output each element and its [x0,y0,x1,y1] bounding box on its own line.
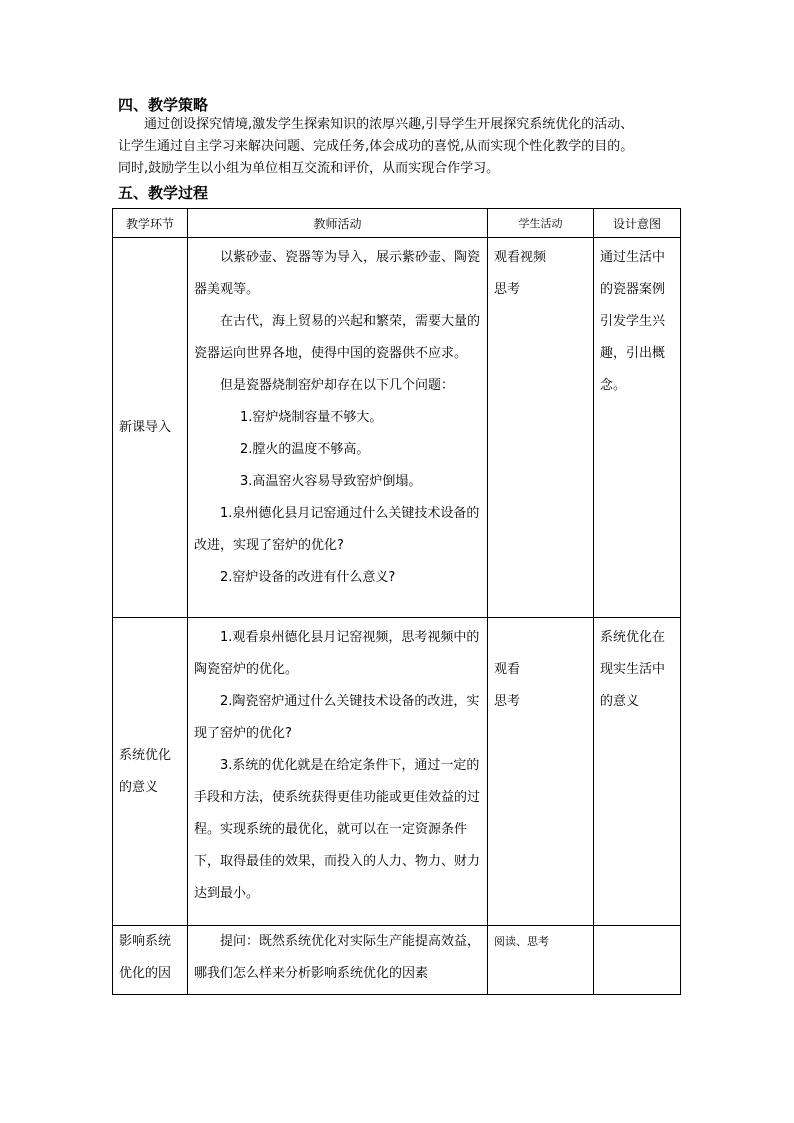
section-4-heading: 四、教学策略 [118,96,209,114]
teacher-list-item: 1.窑炉烧制容量不够大。 [240,410,383,425]
student-line: 思考 [494,282,521,297]
student-activity-cell [488,926,594,995]
header-student: 学生活动 [488,209,594,238]
design-intent-cell [594,618,681,926]
teacher-paragraph: 以紫砂壶、瓷器等为导入，展示紫砂壶、陶瓷器美观等。 [194,250,481,297]
section-4-line: 通过创设探究情境,激发学生探索知识的浓厚兴趣,引导学生开展探究系统优化的活动、 [118,117,634,132]
section-4-line: 同时,鼓励学生以小组为单位相互交流和评价，从而实现合作学习。 [118,161,500,176]
teacher-activity-cell [188,926,488,995]
teacher-activity-cell [188,618,488,926]
student-line: 观看视频 [494,250,547,265]
teacher-paragraph: 3.系统的优化就是在给定条件下，通过一定的手段和方法，使系统获得更佳功能或更佳效益的过程。实现系统的最优化，就可以在一定资源条件下，取得最佳的效果，而投入的人力、物力、财力达到最小。 [194,758,481,901]
teacher-question: 1.泉州德化县月记窑通过什么关键技术设备的改进，实现了窑炉的优化? [194,506,480,553]
header-stage: 教学环节 [113,209,188,238]
student-activity-cell [488,618,594,926]
student-line: 观看 [494,662,521,677]
teacher-paragraph: 1.观看泉州德化县月记窑视频，思考视频中的陶瓷窑炉的优化。 [194,630,480,677]
header-teacher: 教师活动 [188,209,488,238]
section-4-line: 让学生通过自主学习来解决问题、完成任务,体会成功的喜悦,从而实现个性化教学的目的。 [118,139,634,154]
section-5-heading: 五、教学过程 [118,184,209,202]
student-activity-cell [488,238,594,618]
stage-cell: 系统优化的意义 [113,618,188,926]
stage-cell: 影响系统优化的因 [113,926,188,995]
design-intent-cell [594,926,681,995]
teacher-paragraph: 2.陶瓷窑炉通过什么关键技术设备的改进，实现了窑炉的优化? [194,694,480,741]
teacher-list-item: 3.高温窑火容易导致窑炉倒塌。 [240,474,422,489]
teacher-question: 2.窑炉设备的改进有什么意义? [220,570,396,585]
table-row [113,238,681,618]
table-row [113,926,681,995]
stage-cell: 新课导入 [113,238,188,618]
table-row [113,618,681,926]
teacher-paragraph: 在古代，海上贸易的兴起和繁荣，需要大量的瓷器运向世界各地，使得中国的瓷器供不应求。 [194,314,481,361]
student-line: 思考 [494,694,521,709]
table-header-row [113,209,681,238]
teaching-process-table [112,208,681,995]
teacher-paragraph: 提问：既然系统优化对实际生产能提高效益，哪我们怎么样来分析影响系统优化的因素 [194,934,481,981]
section-4-body [118,114,682,180]
teacher-list-item: 2.膛火的温度不够高。 [240,442,370,457]
teacher-activity-cell [188,238,488,618]
teacher-paragraph: 但是瓷器烧制窑炉却存在以下几个问题： [220,378,455,393]
header-intent: 设计意图 [594,209,681,238]
design-intent-cell [594,238,681,618]
design-intent-text: 系统优化在现实生活中的意义 [600,630,666,709]
student-line: 阅读、思考 [494,935,549,948]
design-intent-text: 通过生活中的瓷器案例引发学生兴趣，引出概念。 [600,250,666,393]
